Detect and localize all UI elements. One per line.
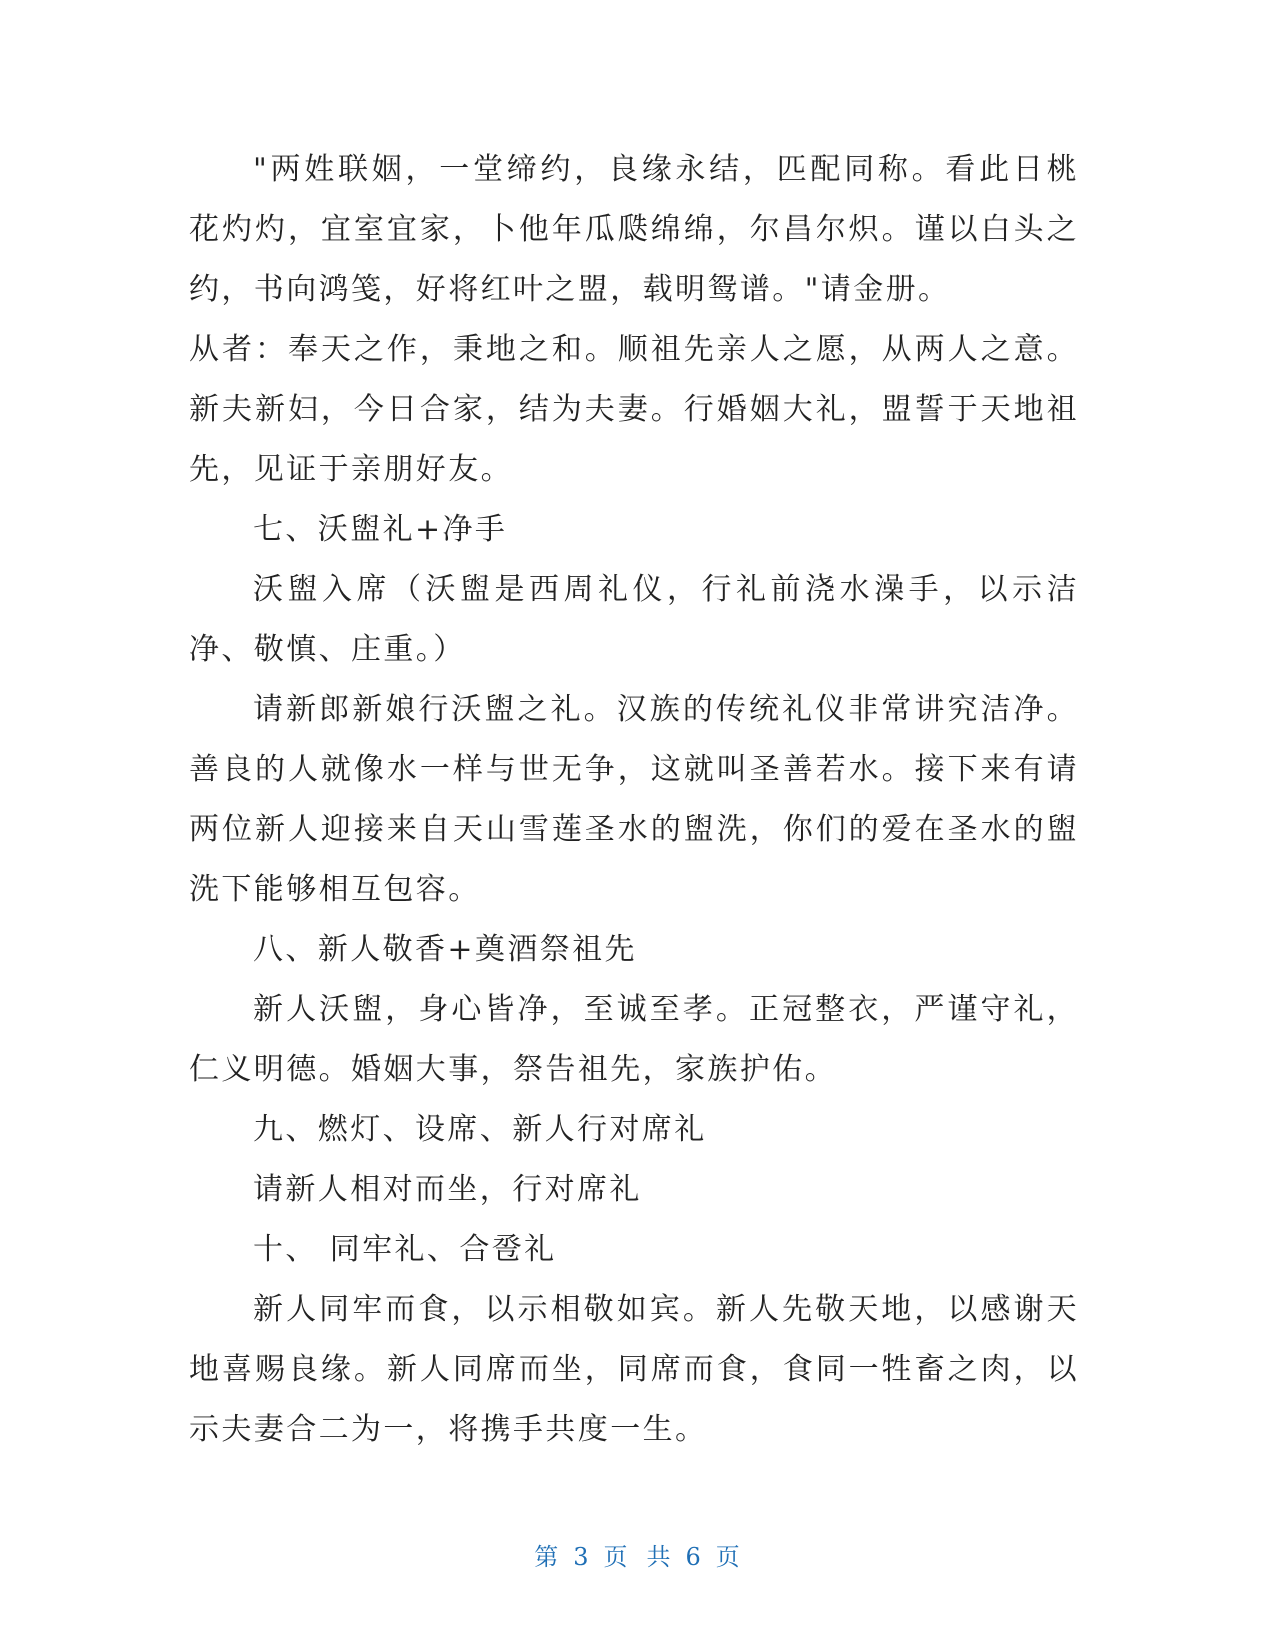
paragraph-wash-entry: 沃盥入席（沃盥是西周礼仪，行礼前浇水澡手，以示洁净、敬慎、庄重。） [189,572,1079,667]
footer-prefix: 第 [534,1543,560,1571]
section-heading-8: 八、新人敬香+奠酒祭祖先 [253,932,637,967]
section-heading-9: 九、燃灯、设席、新人行对席礼 [253,1112,707,1147]
footer-page-unit: 页 [603,1543,629,1571]
paragraph-ancestor-worship: 新人沃盥，身心皆净，至诚至孝。正冠整衣，严谨守礼，仁义明德。婚姻大事，祭告祖先，家族护佑。 [189,992,1079,1087]
footer-total-prefix: 共 [646,1543,672,1571]
paragraph-attendant-speech: 从者：奉天之作，秉地之和。顺祖先亲人之愿，从两人之意。新夫新妇，今日合家，结为夫妻。行婚姻大礼，盟誓于天地祖先，见证于亲朋好友。 [189,332,1079,487]
footer-total-unit: 页 [715,1543,741,1571]
footer-total-pages: 6 [685,1543,702,1571]
paragraph-wash-ceremony: 请新郎新娘行沃盥之礼。汉族的传统礼仪非常讲究洁净。善良的人就像水一样与世无争，这就叫圣善若水。接下来有请两位新人迎接来自天山雪莲圣水的盥洗，你们的爱在圣水的盥洗下能够相互包容。 [189,692,1079,907]
paragraph-shared-meal: 新人同牢而食，以示相敬如宾。新人先敬天地，以感谢天地喜赐良缘。新人同席而坐，同席而食，食同一牲畜之肉，以示夫妻合二为一，将携手共度一生。 [189,1292,1079,1447]
footer-page-number: 3 [573,1543,590,1571]
page-footer [0,1542,1275,1572]
document-body [189,140,1079,1460]
paragraph-wedding-vow: "两姓联姻，一堂缔约，良缘永结，匹配同称。看此日桃花灼灼，宜室宜家，卜他年瓜瓞绵绵，尔昌尔炽。谨以白头之约，书向鸿笺，好将红叶之盟，载明鸳谱。"请金册。 [189,152,1079,307]
paragraph-seating: 请新人相对而坐，行对席礼 [253,1172,642,1207]
section-heading-7: 七、沃盥礼+净手 [253,512,508,547]
section-heading-10: 十、 同牢礼、合卺礼 [253,1232,557,1267]
